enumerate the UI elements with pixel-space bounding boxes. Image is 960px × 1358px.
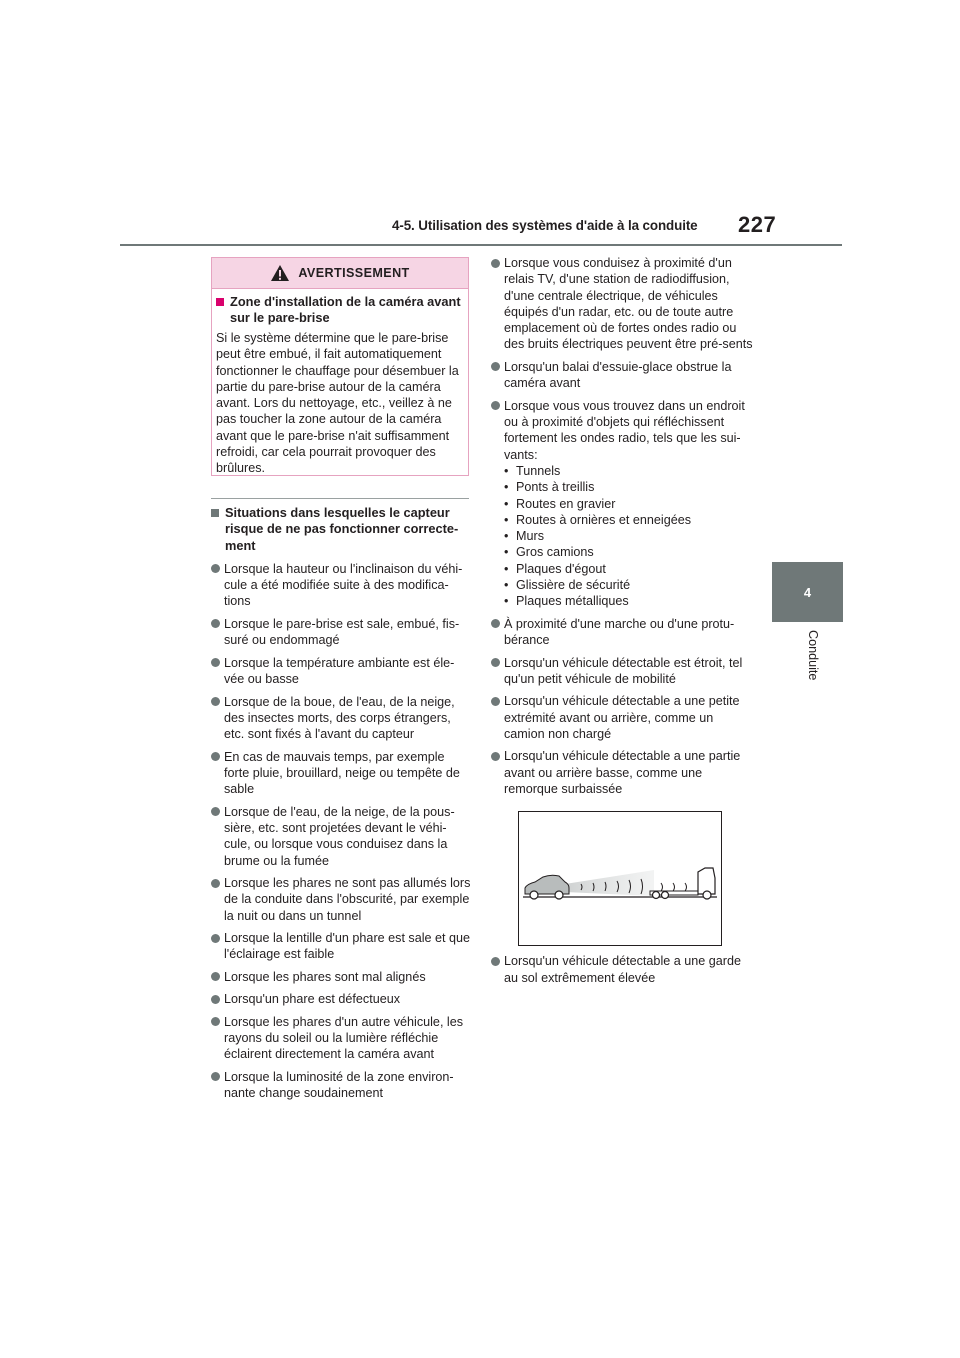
section-divider	[211, 498, 469, 499]
warning-heading: AVERTISSEMENT	[298, 266, 410, 280]
list-item: Lorsque les phares d'un autre véhicule, les rayons du soleil ou la lumière réfléchie éclairent directement la caméra avant	[211, 1014, 471, 1063]
list-item: Lorsque la lentille d'un phare est sale et que l'éclairage est faible	[211, 930, 471, 963]
list-item: Lorsqu'un véhicule détectable a une garde au sol extrêmement élevée	[491, 953, 753, 986]
list-item: En cas de mauvais temps, par exemple forte pluie, brouillard, neige ou tempête de sable	[211, 749, 471, 798]
car-radar-truck-illustration	[519, 812, 721, 945]
list-item: Lorsque les phares sont mal alignés	[211, 969, 471, 985]
round-bullet-icon	[211, 807, 220, 816]
round-bullet-icon	[211, 752, 220, 761]
sub-list-item: • Routes en gravier	[504, 496, 616, 511]
chapter-tab[interactable]	[772, 562, 843, 622]
square-bullet-icon	[216, 298, 224, 306]
round-bullet-icon	[211, 697, 220, 706]
round-bullet-icon	[211, 934, 220, 943]
radar-beam	[565, 870, 654, 896]
sub-list-item: • Ponts à treillis	[504, 480, 595, 495]
list-item: Lorsque de la boue, de l'eau, de la neige, des insectes morts, des corps étrangers, etc. sont fixés à l'avant du capteur	[211, 694, 471, 743]
header-divider	[120, 244, 842, 246]
list-item: Lorsqu'un balai d'essuie-glace obstrue la caméra avant	[491, 359, 753, 392]
sub-list-item: • Gros camions	[504, 545, 594, 560]
round-bullet-icon	[491, 697, 500, 706]
round-bullet-icon	[211, 995, 220, 1004]
warning-title-text: Zone d'installation de la caméra avant sur le pare-brise	[230, 294, 461, 325]
round-bullet-icon	[491, 619, 500, 628]
round-bullet-icon	[491, 401, 500, 410]
round-bullet-icon	[211, 972, 220, 981]
round-bullet-icon	[211, 1072, 220, 1081]
list-item: Lorsque la température ambiante est éle-vée ou basse	[211, 655, 471, 688]
round-bullet-icon	[211, 658, 220, 667]
warning-title	[216, 294, 462, 326]
list-item: Lorsque la luminosité de la zone environ-nante change soudainement	[211, 1069, 471, 1102]
list-item: Lorsque de l'eau, de la neige, de la pous-sière, etc. sont projetées devant le véhi-cule, ou lorsque vous conduisez dans la brume ou la fumée	[211, 804, 471, 869]
section-title: 4-5. Utilisation des systèmes d'aide à la conduite	[392, 218, 698, 233]
illustration-frame	[518, 811, 722, 946]
warning-text: Si le système détermine que le pare-brise peut être embué, il fait automatiquement fonctionner le chauffage pour désembuer la partie du pare-brise autour de la caméra avant. Lors du nettoyage, etc., veillez à ne pas toucher la zone autour de la caméra avant que le pare-brise n'ait suffisamment refroidi, car cela pourrait provoquer des brûlures.	[216, 331, 459, 476]
warning-header	[212, 258, 468, 289]
sub-list-item: • Routes à ornières et enneigées	[504, 512, 692, 527]
square-bullet-icon	[211, 509, 219, 517]
round-bullet-icon	[491, 362, 500, 371]
car-icon	[525, 876, 569, 900]
low-trailer-truck-icon	[650, 868, 715, 899]
warning-triangle-icon	[270, 264, 290, 282]
list-item: Lorsqu'un véhicule détectable est étroit, tel qu'un petit véhicule de mobilité	[491, 655, 753, 688]
warning-box	[211, 257, 469, 476]
sub-list-item: • Tunnels	[504, 463, 561, 478]
chapter-number: 4	[803, 584, 812, 600]
sub-list-item: • Plaques métalliques	[504, 594, 629, 609]
round-bullet-icon	[491, 957, 500, 966]
list-item: Lorsqu'un véhicule détectable a une partie avant ou arrière basse, comme une remorque surbaissée	[491, 748, 753, 797]
page-number: 227	[738, 212, 777, 237]
list-item: Lorsqu'un véhicule détectable a une petite extrémité avant ou arrière, comme un camion non chargé	[491, 693, 753, 742]
list-item: Lorsque les phares ne sont pas allumés lors de la conduite dans l'obscurité, par exemple la nuit ou dans un tunnel	[211, 875, 471, 924]
list-item: Lorsque le pare-brise est sale, embué, fis-suré ou endommagé	[211, 616, 471, 649]
warning-body	[212, 289, 468, 477]
round-bullet-icon	[491, 752, 500, 761]
right-column	[491, 255, 753, 992]
list-item: Lorsque vous conduisez à proximité d'un relais TV, d'une station de radiodiffusion, d'une centrale électrique, de véhicules équipés d'un radar, etc. ou de toute autre emplacement où de fortes ondes radio ou des bruits électriques peuvent être pré-sents	[491, 255, 753, 353]
round-bullet-icon	[211, 879, 220, 888]
list-item: Lorsqu'un phare est défectueux	[211, 991, 471, 1007]
list-item: Lorsque vous vous trouvez dans un endroit ou à proximité d'objets qui réfléchissent fortement les ondes radio, tels que les sui-vants: • Tunnels • Ponts à treillis • Routes en gravier • Routes à ornières et enneigées • Murs • Gros camions • Plaques d'égout • Glissière de sécurité • Plaques métalliques	[491, 398, 753, 610]
sub-list-item: • Plaques d'égout	[504, 561, 606, 576]
section-heading	[211, 505, 471, 554]
sub-list-item: • Murs	[504, 529, 544, 544]
round-bullet-icon	[211, 619, 220, 628]
round-bullet-icon	[491, 259, 500, 268]
round-bullet-icon	[211, 564, 220, 573]
list-item: Lorsque la hauteur ou l'inclinaison du véhi-cule a été modifiée suite à des modifica-tions	[211, 561, 471, 610]
round-bullet-icon	[491, 658, 500, 667]
list-item: À proximité d'une marche ou d'une protu-bérance	[491, 616, 753, 649]
section-heading-text: Situations dans lesquelles le capteur risque de ne pas fonctionner correcte-ment	[225, 505, 459, 553]
sub-list-item: • Glissière de sécurité	[504, 578, 631, 593]
left-column	[211, 505, 471, 1108]
chapter-label: Conduite	[806, 630, 820, 681]
round-bullet-icon	[211, 1017, 220, 1026]
